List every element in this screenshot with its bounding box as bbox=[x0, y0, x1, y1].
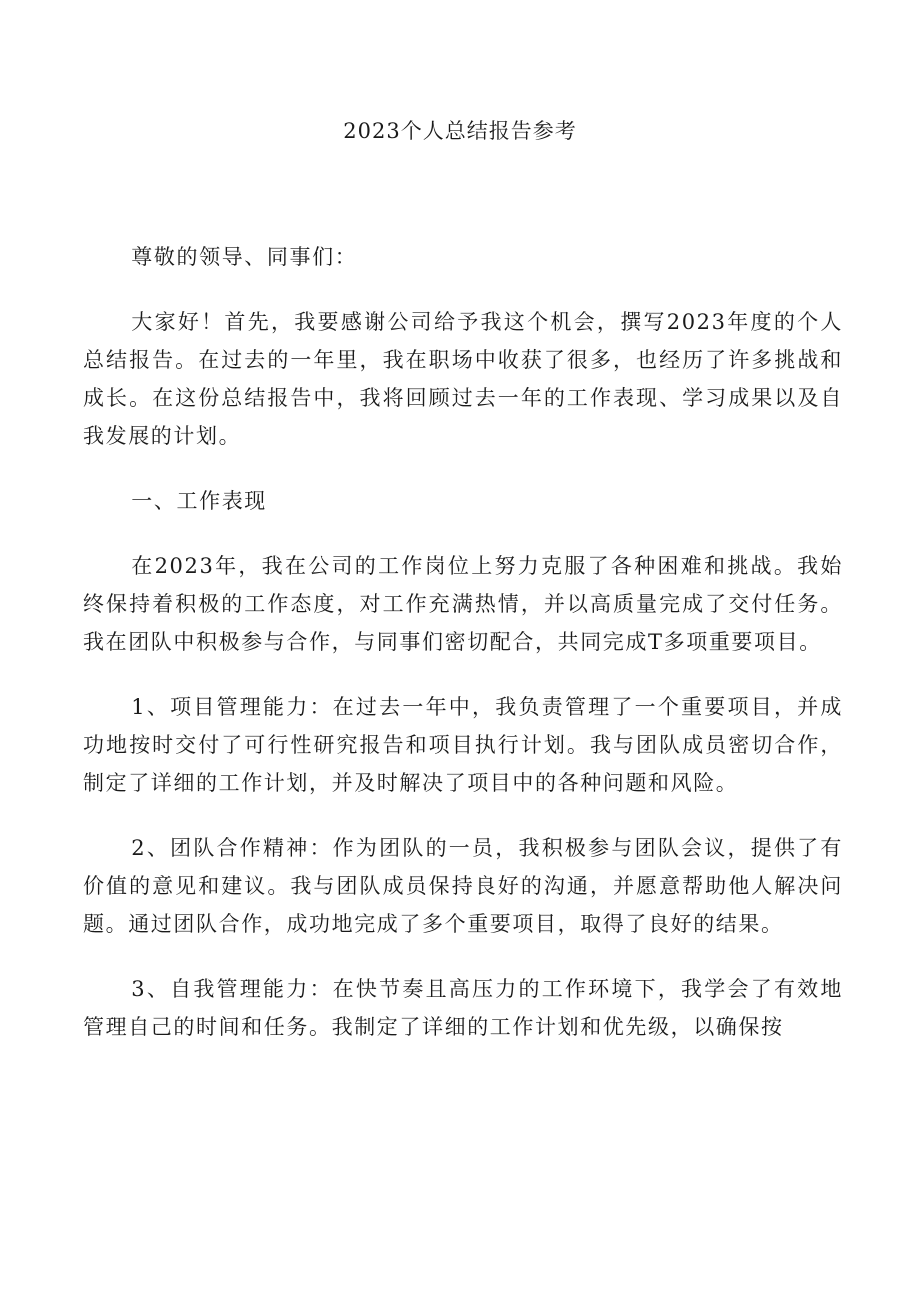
intro-paragraph: 大家好！首先，我要感谢公司给予我这个机会，撰写2023年度的个人总结报告。在过去的一年里，我在职场中收获了很多，也经历了许多挑战和成长。在这份总结报告中，我将回顾过去一年的工作表现、学习成果以及自我发展的计划。 bbox=[83, 310, 843, 448]
project-management-paragraph: 1、项目管理能力：在过去一年中，我负责管理了一个重要项目，并成功地按时交付了可行性研究报告和项目执行计划。我与团队成员密切合作，制定了详细的工作计划，并及时解决了项目中的各种问题和风险。 bbox=[83, 695, 843, 795]
greeting-paragraph: 尊敬的领导、同事们： bbox=[131, 245, 358, 269]
work-performance-paragraph: 在2023年，我在公司的工作岗位上努力克服了各种困难和挑战。我始终保持着积极的工作态度，对工作充满热情，并以高质量完成了交付任务。我在团队中积极参与合作，与同事们密切配合，共同完成T多项重要项目。 bbox=[83, 554, 843, 654]
section-heading-work-performance: 一、工作表现 bbox=[131, 489, 267, 513]
document-title: 2023个人总结报告参考 bbox=[343, 119, 577, 143]
teamwork-paragraph: 2、团队合作精神：作为团队的一员，我积极参与团队会议，提供了有价值的意见和建议。我与团队成员保持良好的沟通，并愿意帮助他人解决问题。通过团队合作，成功地完成了多个重要项目，取得了良好的结果。 bbox=[83, 836, 843, 936]
document-body bbox=[83, 238, 843, 1073]
self-management-paragraph: 3、自我管理能力：在快节奏且高压力的工作环境下，我学会了有效地管理自己的时间和任务。我制定了详细的工作计划和优先级，以确保按 bbox=[83, 977, 843, 1039]
